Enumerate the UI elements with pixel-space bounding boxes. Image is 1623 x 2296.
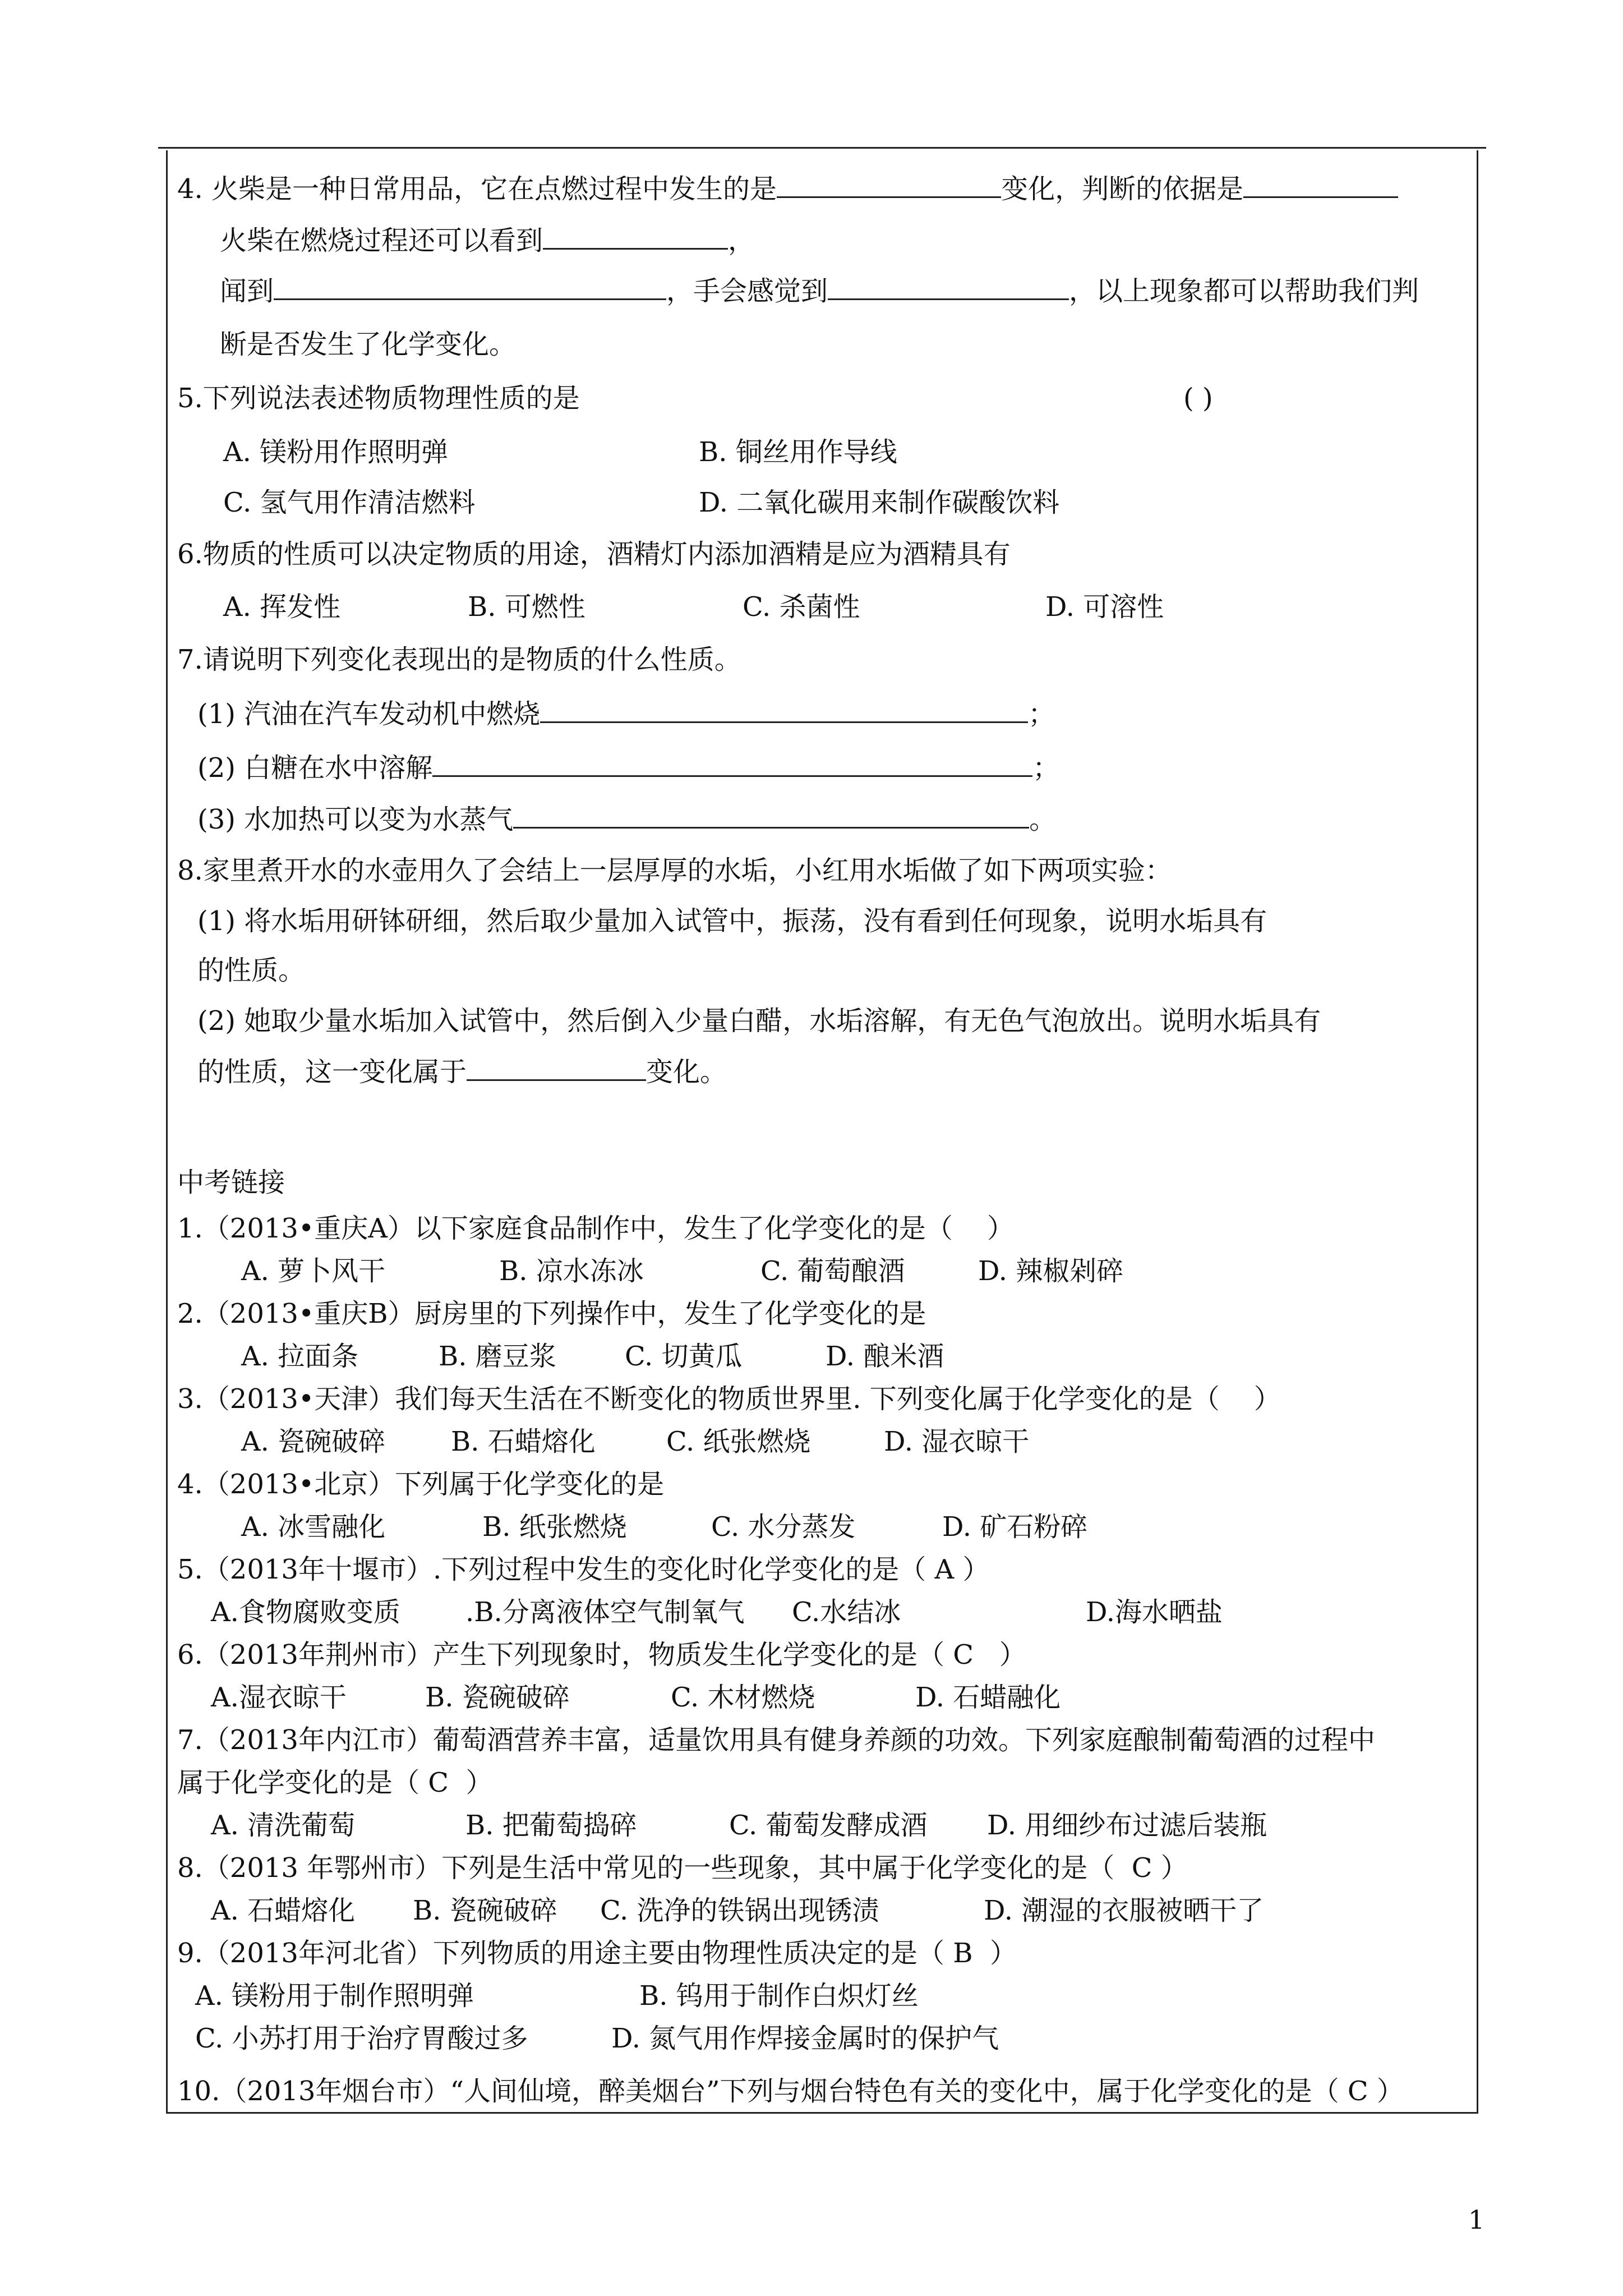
zk-q5: 5.（2013年十堰市）.下列过程中发生的变化时化学变化的是（ A ） xyxy=(177,1554,990,1585)
zk-q5-option-a: A.食物腐败变质 xyxy=(211,1596,400,1628)
q8-stem: 8.家里煮开水的水壶用久了会结上一层厚厚的水垢，小红用水垢做了如下两项实验： xyxy=(177,855,1172,886)
zk-q9-option-a: A. 镁粉用于制作照明弹 xyxy=(195,1980,474,2012)
zk-q9: 9.（2013年河北省）下列物质的用途主要由物理性质决定的是（ B ） xyxy=(177,1938,1017,1969)
zk-q8-option-b: B. 瓷碗破碎 xyxy=(413,1895,557,1926)
zk-q4-option-d: D. 矿石粉碎 xyxy=(942,1511,1088,1543)
zk-q6-option-d: D. 石蜡融化 xyxy=(915,1682,1061,1713)
q4-comma: ， xyxy=(728,225,755,256)
q4-blank-2 xyxy=(1243,172,1398,198)
zk-q6-option-c: C. 木材燃烧 xyxy=(671,1682,815,1713)
q5-stem: 5.下列说法表述物质物理性质的是 xyxy=(177,383,580,414)
zk-q4-option-c: C. 水分蒸发 xyxy=(711,1511,856,1543)
section-title: 中考链接 xyxy=(177,1167,285,1198)
q5-answer-paren: ( ) xyxy=(1183,383,1213,414)
zk-q3: 3.（2013•天津）我们每天生活在不断变化的物质世界里. 下列变化属于化学变化的是（ ） xyxy=(177,1383,1281,1415)
q4-line-3 xyxy=(220,274,1419,308)
zk-q8-option-c: C. 洗净的铁锅出现锈渍 xyxy=(600,1895,879,1926)
zk-q1-option-b: B. 凉水冻冰 xyxy=(499,1255,644,1287)
q8-part-2c-text: 变化。 xyxy=(646,1056,727,1088)
q4-blank-5 xyxy=(828,274,1069,300)
zk-q4: 4.（2013•北京）下列属于化学变化的是 xyxy=(177,1469,665,1500)
q4-text-d: 闻到 xyxy=(220,275,274,307)
zk-q10: 10.（2013年烟台市）“人间仙境，醉美烟台”下列与烟台特色有关的变化中，属于化学变化的是（ C ） xyxy=(177,2076,1404,2107)
zk-q7-option-d: D. 用细纱布过滤后装瓶 xyxy=(987,1810,1267,1841)
zk-q7-line-1: 7.（2013年内江市）葡萄酒营养丰富，适量饮用具有健身养颜的功效。下列家庭酿制葡萄酒的过程中 xyxy=(177,1724,1375,1756)
page-number: 1 xyxy=(1468,2205,1485,2235)
zk-q6-option-b: B. 瓷碗破碎 xyxy=(425,1682,570,1713)
q5-option-b: B. 铜丝用作导线 xyxy=(699,436,897,468)
q7-stem: 7.请说明下列变化表现出的是物质的什么性质。 xyxy=(177,644,741,675)
q7-blank-1 xyxy=(540,697,1028,723)
zk-q6-option-a: A.湿衣晾干 xyxy=(211,1682,347,1713)
zk-q8: 8.（2013 年鄂州市）下列是生活中常见的一些现象，其中属于化学变化的是（ C ） xyxy=(177,1852,1188,1884)
q7-item-2-end: ； xyxy=(1032,752,1060,784)
zk-q3-option-c: C. 纸张燃烧 xyxy=(666,1426,811,1457)
zk-q5-option-c: C.水结冰 xyxy=(792,1596,901,1628)
q4-text-f: ，以上现象都可以帮助我们判 xyxy=(1069,275,1419,307)
zk-q4-option-a: A. 冰雪融化 xyxy=(241,1511,386,1543)
q8-part-1b-text: 的性质。 xyxy=(197,955,306,986)
q6-stem: 6.物质的性质可以决定物质的用途，酒精灯内添加酒精是应为酒精具有 xyxy=(177,539,1011,570)
zk-q7-option-b: B. 把葡萄捣碎 xyxy=(465,1810,637,1841)
zk-q2-option-b: B. 磨豆浆 xyxy=(439,1341,556,1372)
zk-q9-option-b: B. 钨用于制作白炽灯丝 xyxy=(639,1980,919,2012)
q7-item-1 xyxy=(197,697,1055,731)
zk-q7-line-2: 属于化学变化的是（ C ） xyxy=(177,1767,493,1798)
q6-option-c: C. 杀菌性 xyxy=(743,591,860,623)
q4-line-1 xyxy=(177,172,1398,206)
q6-option-a: A. 挥发性 xyxy=(223,591,341,623)
zk-q3-option-b: B. 石蜡熔化 xyxy=(451,1426,596,1457)
q4-blank-1 xyxy=(777,172,1001,198)
q4-line-4: 断是否发生了化学变化。 xyxy=(220,329,517,360)
zk-q9-option-c: C. 小苏打用于治疗胃酸过多 xyxy=(195,2023,528,2054)
q8-part-1a: (1) 将水垢用研钵研细，然后取少量加入试管中，振荡，没有看到任何现象，说明水垢具有 xyxy=(197,905,1267,937)
zk-q1-option-c: C. 葡萄酿酒 xyxy=(760,1255,905,1287)
q8-part-2b-text: 的性质，这一变化属于 xyxy=(197,1056,467,1088)
q5-option-c: C. 氢气用作清洁燃料 xyxy=(223,487,476,518)
q4-text-a: 4. 火柴是一种日常用品，它在点燃过程中发生的是 xyxy=(177,173,777,205)
zk-q9-option-d: D. 氮气用作焊接金属时的保护气 xyxy=(611,2023,999,2054)
q7-item-2-text: (2) 白糖在水中溶解 xyxy=(197,752,433,784)
zk-q1-option-a: A. 萝卜风干 xyxy=(241,1255,386,1287)
q7-item-1-text: (1) 汽油在汽车发动机中燃烧 xyxy=(197,698,541,730)
zk-q2-option-c: C. 切黄瓜 xyxy=(625,1341,743,1372)
q8-blank-1 xyxy=(467,1055,646,1081)
q8-part-2b xyxy=(197,1055,727,1089)
zk-q3-option-d: D. 湿衣晾干 xyxy=(884,1426,1030,1457)
zk-q2: 2.（2013•重庆B）厨房里的下列操作中，发生了化学变化的是 xyxy=(177,1298,926,1329)
zk-q5-option-d: D.海水晒盐 xyxy=(1086,1596,1223,1628)
zk-q5-option-b: .B.分离液体空气制氧气 xyxy=(465,1596,745,1628)
q7-item-3-text: (3) 水加热可以变为水蒸气 xyxy=(197,804,514,835)
q5-option-d: D. 二氧化碳用来制作碳酸饮料 xyxy=(699,487,1060,518)
q8-part-2a: (2) 她取少量水垢加入试管中，然后倒入少量白醋，水垢溶解，有无色气泡放出。说明水垢具有 xyxy=(197,1005,1321,1037)
zk-q2-option-d: D. 酿米酒 xyxy=(826,1341,944,1372)
zk-q8-option-a: A. 石蜡熔化 xyxy=(211,1895,356,1926)
q4-text-b: 变化，判断的依据是 xyxy=(1001,173,1244,205)
q7-item-3 xyxy=(197,802,1056,836)
zk-q7-option-c: C. 葡萄发酵成酒 xyxy=(729,1810,928,1841)
zk-q3-option-a: A. 瓷碗破碎 xyxy=(241,1426,386,1457)
q7-item-1-end: ； xyxy=(1028,698,1055,730)
zk-q2-option-a: A. 拉面条 xyxy=(241,1341,359,1372)
zk-q8-option-d: D. 潮湿的衣服被晒干了 xyxy=(984,1895,1264,1926)
q4-text-c: 火柴在燃烧过程还可以看到 xyxy=(220,225,543,256)
q7-item-2 xyxy=(197,751,1059,785)
header-rule xyxy=(158,147,1486,149)
q4-line-2 xyxy=(220,223,755,257)
q6-option-b: B. 可燃性 xyxy=(468,591,585,623)
q4-blank-3 xyxy=(543,223,728,250)
zk-q7-option-a: A. 清洗葡萄 xyxy=(211,1810,356,1841)
q5-option-a: A. 镁粉用作照明弹 xyxy=(223,436,449,468)
q4-blank-4 xyxy=(274,274,666,300)
q7-blank-3 xyxy=(513,802,1029,829)
q8-part-1b xyxy=(197,954,305,987)
q7-item-3-end: 。 xyxy=(1029,804,1057,835)
zk-q6: 6.（2013年荆州市）产生下列现象时，物质发生化学变化的是（ C ） xyxy=(177,1639,1026,1671)
zk-q1: 1.（2013•重庆A）以下家庭食品制作中，发生了化学变化的是（ ） xyxy=(177,1213,1014,1244)
q4-text-e: ，手会感觉到 xyxy=(666,275,828,307)
q7-blank-2 xyxy=(432,751,1032,777)
q6-option-d: D. 可溶性 xyxy=(1045,591,1164,623)
zk-q1-option-d: D. 辣椒剁碎 xyxy=(978,1255,1124,1287)
zk-q4-option-b: B. 纸张燃烧 xyxy=(482,1511,627,1543)
